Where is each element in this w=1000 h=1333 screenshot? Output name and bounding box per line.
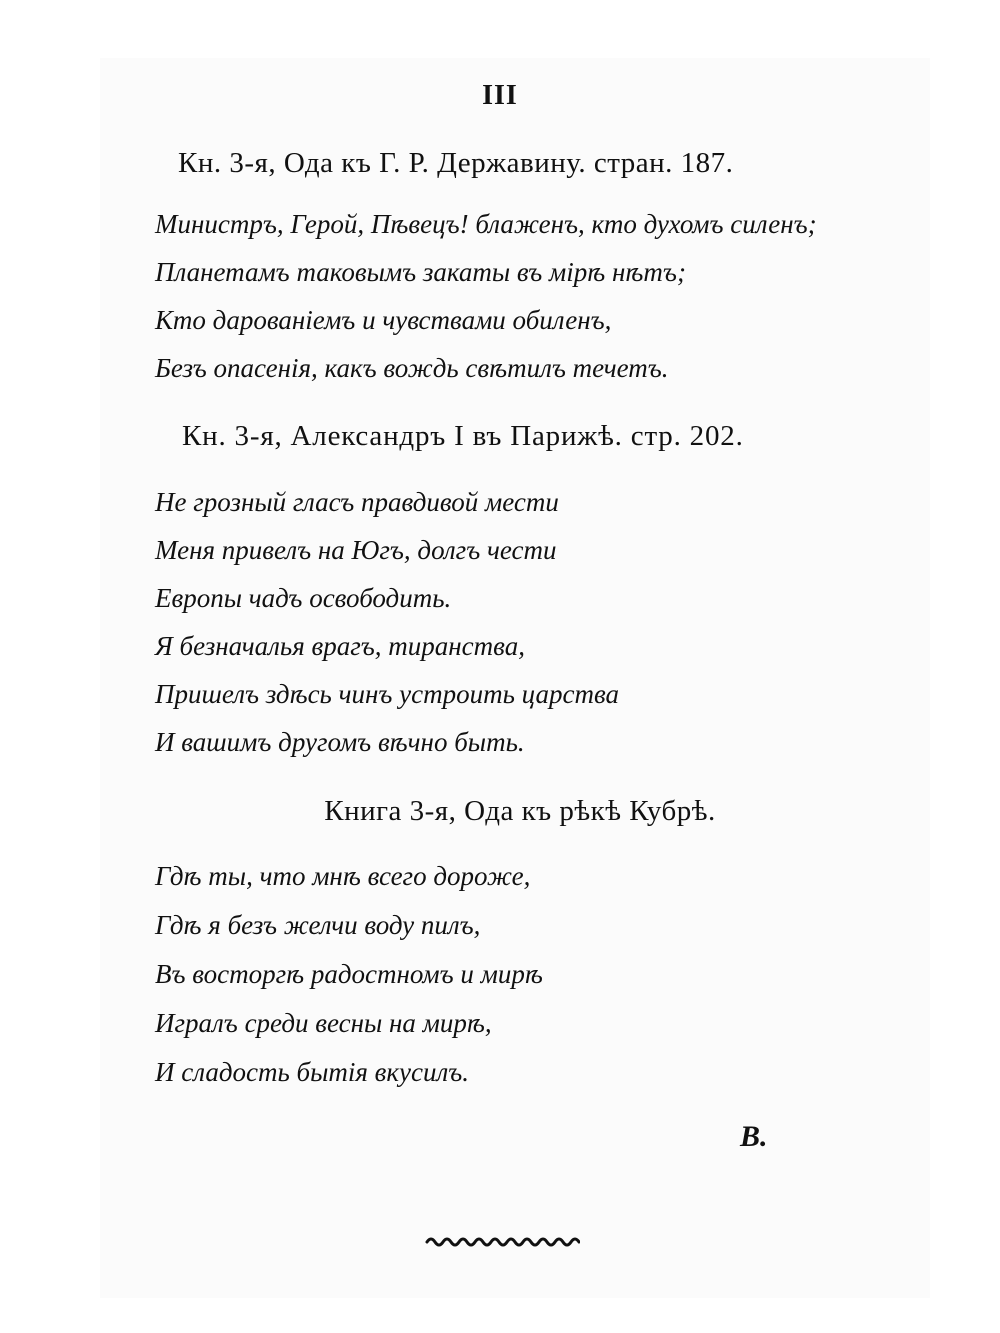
section-heading-alexander: Кн. 3-я, Александръ I въ Парижѣ. стр. 202. [182, 420, 744, 452]
verse-line: Европы чадъ освободить. [155, 583, 452, 613]
page-number: III [482, 80, 518, 111]
verse-line: Гдѣ ты, что мнѣ всего дороже, [155, 861, 531, 891]
ornament-rule [425, 1232, 580, 1248]
verse-line: Министръ, Герой, Пѣвецъ! блаженъ, кто духомъ силенъ; [155, 209, 817, 239]
verse-line: Пришелъ здѣсь чинъ устроить царства [155, 679, 619, 709]
verse-line: Безъ опасенiя, какъ вождь свѣтилъ течетъ. [155, 353, 669, 383]
verse-line: И вашимъ другомъ вѣчно быть. [155, 727, 525, 757]
verse-line: Гдѣ я безъ желчи воду пилъ, [155, 910, 481, 940]
verse-line: Кто дарованiемъ и чувствами обиленъ, [155, 305, 612, 335]
section-heading-derzhavin: Кн. 3-я, Ода къ Г. Р. Державину. стран. 187. [178, 147, 734, 179]
verse-kubra [155, 852, 543, 1097]
verse-line: Въ восторгѣ радостномъ и мирѣ [155, 959, 543, 989]
verse-line: Я безначалья врагъ, тиранства, [155, 631, 525, 661]
verse-line: Меня привелъ на Югъ, долгъ чести [155, 535, 557, 565]
signature: В. [740, 1120, 768, 1153]
section-heading-kubra: Книга 3-я, Ода къ рѣкѣ Кубрѣ. [324, 795, 716, 827]
verse-derzhavin [155, 200, 817, 392]
verse-line: Планетамъ таковымъ закаты въ мiрѣ нѣтъ; [155, 257, 686, 287]
verse-line: Игралъ среди весны на мирѣ, [155, 1008, 492, 1038]
verse-alexander [155, 478, 619, 766]
verse-line: И сладость бытiя вкусилъ. [155, 1057, 470, 1087]
verse-line: Не грозный гласъ правдивой мести [155, 487, 559, 517]
